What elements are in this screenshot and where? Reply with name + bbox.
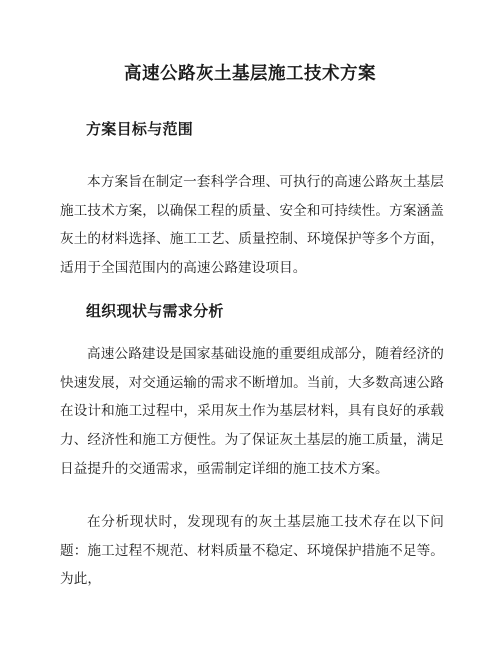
section-heading-analysis: 组织现状与需求分析 (86, 302, 224, 320)
document-title: 高速公路灰土基层施工技术方案 (124, 64, 376, 84)
paragraph-goals: 本方案旨在制定一套科学合理、可执行的高速公路灰土基层施工技术方案，以确保工程的质量、安全和可持续性。方案涵盖灰土的材料选择、施工工艺、质量控制、环境保护等多个方面，适用于全国范围内的高速公路建设项目。 (60, 174, 444, 277)
section-heading-goals: 方案目标与范围 (86, 120, 194, 138)
paragraph-analysis-1: 高速公路建设是国家基础设施的重要组成部分，随着经济的快速发展，对交通运输的需求不断增加。当前，大多数高速公路在设计和施工过程中，采用灰土作为基层材料，具有良好的承载力、经济性和施工方便性。为了保证灰土基层的施工质量，满足日益提升的交通需求，亟需制定详细的施工技术方案。 (60, 346, 444, 477)
paragraph-analysis-2: 在分析现状时，发现现有的灰土基层施工技术存在以下问题：施工过程不规范、材料质量不稳定、环境保护措施不足等。为此， (60, 514, 444, 588)
